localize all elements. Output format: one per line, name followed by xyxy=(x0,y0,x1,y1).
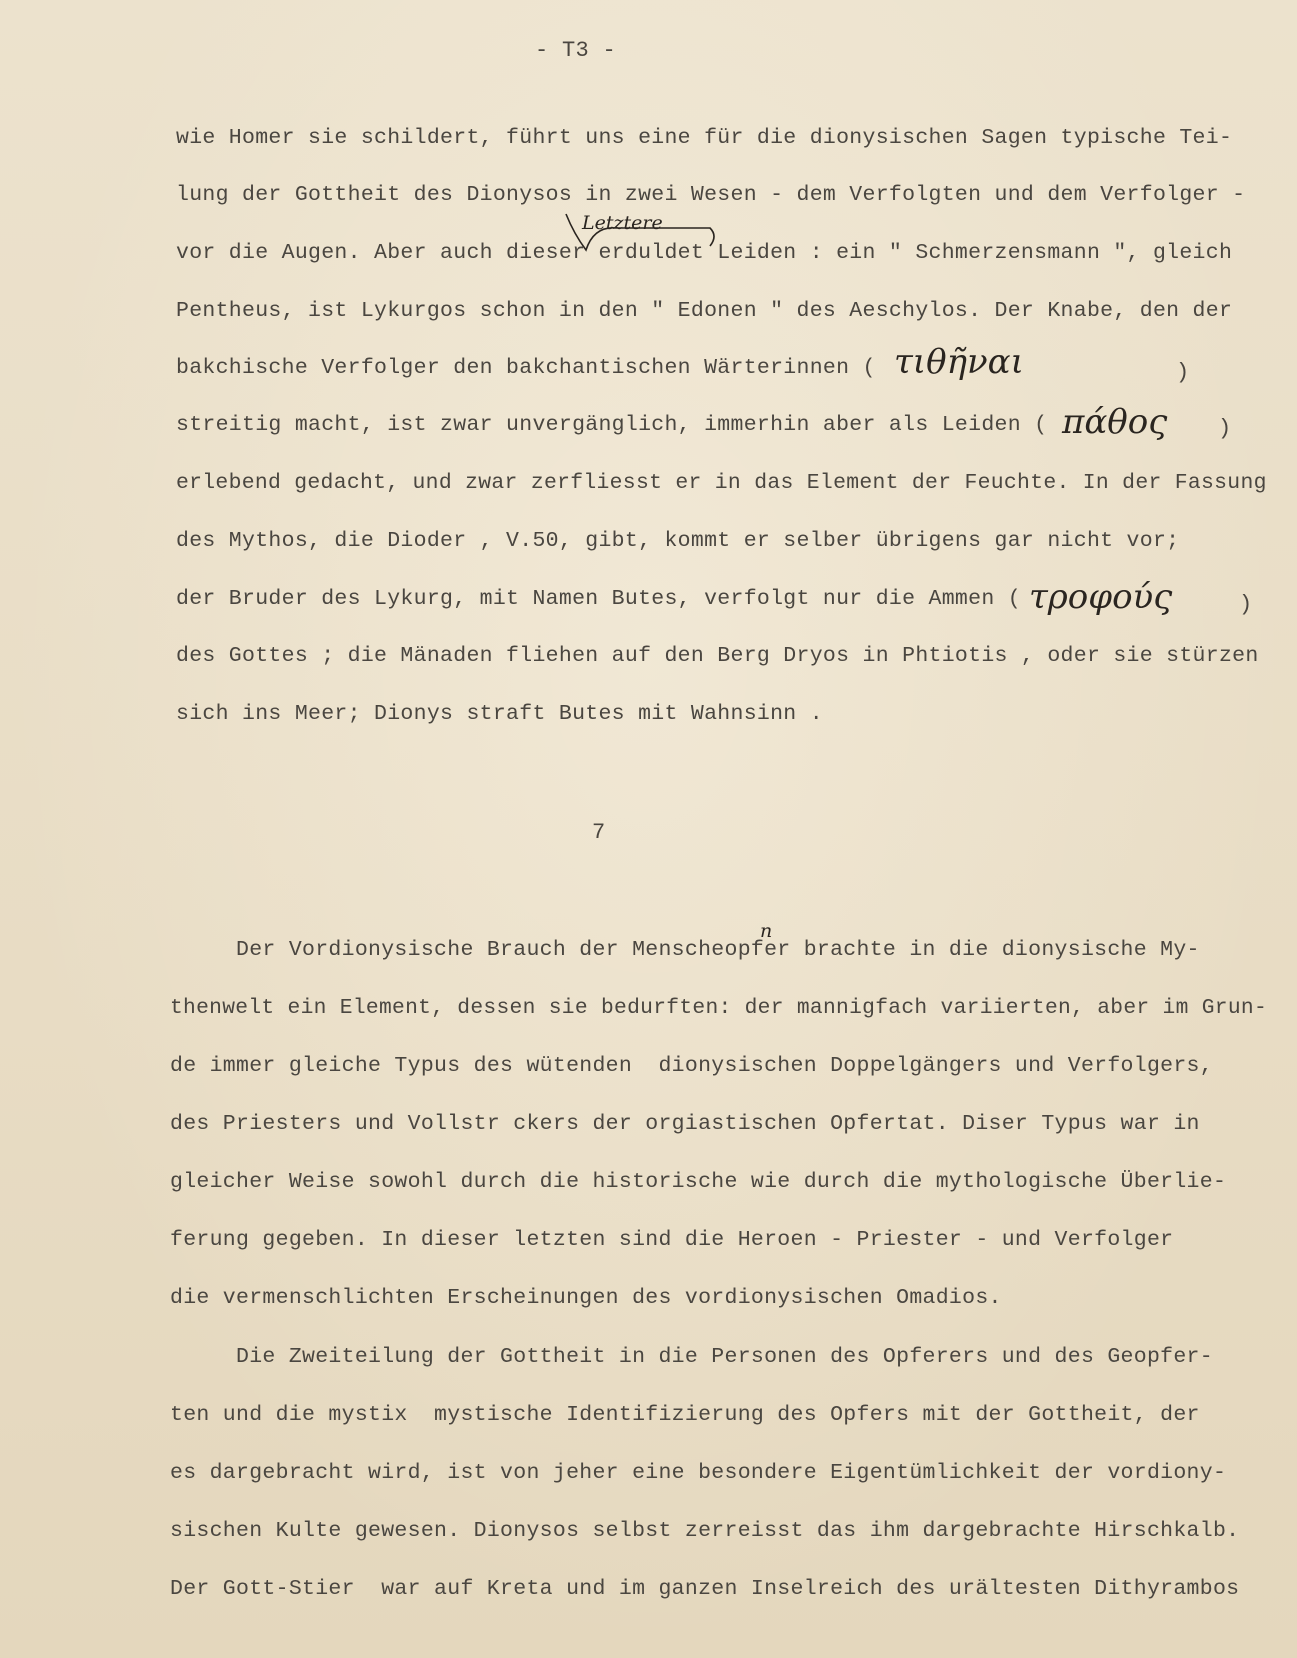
closing-paren: ) xyxy=(1239,592,1253,617)
section-number: 7 xyxy=(592,820,606,845)
handwritten-insert-n: n xyxy=(760,920,773,942)
text-line: streitig macht, ist zwar unvergänglich, immerhin aber als Leiden ( xyxy=(176,413,1048,437)
text-line: Der Vordionysische Brauch der Menscheopfer brachte in die dionysische My- xyxy=(170,938,1200,962)
handwritten-greek-pathos: πάθος xyxy=(1062,402,1168,442)
text-line: erlebend gedacht, und zwar zerfliesst er in das Element der Feuchte. In der Fassung xyxy=(176,471,1267,495)
text-line: die vermenschlichten Erscheinungen des vordionysischen Omadios. xyxy=(170,1286,1002,1310)
text-line: ferung gegeben. In dieser letzten sind die Heroen - Priester - und Verfolger xyxy=(170,1228,1174,1252)
text-line: des Mythos, die Dioder , V.50, gibt, kommt er selber übrigens gar nicht vor; xyxy=(176,529,1180,553)
text-line: sischen Kulte gewesen. Dionysos selbst zerreisst das ihm dargebrachte Hirschkalb. xyxy=(170,1519,1240,1543)
handwritten-greek-tithenai: τιθῆναι xyxy=(894,342,1024,382)
text-line: Der Gott-Stier war auf Kreta und im ganzen Inselreich des urältesten Dithyrambos xyxy=(170,1577,1240,1601)
text-line: Die Zweiteilung der Gottheit in die Personen des Opferers und des Geopfer- xyxy=(170,1345,1213,1369)
text-line: Pentheus, ist Lykurgos schon in den " Edonen " des Aeschylos. Der Knabe, den der xyxy=(176,299,1233,323)
text-line: der Bruder des Lykurg, mit Namen Butes, verfolgt nur die Ammen ( xyxy=(176,587,1021,611)
text-line: sich ins Meer; Dionys straft Butes mit Wahnsinn . xyxy=(176,702,823,726)
text-line: vor die Augen. Aber auch dieser erduldet Leiden : ein " Schmerzensmann ", gleich xyxy=(176,241,1233,265)
page-number: - T3 - xyxy=(535,38,617,63)
insertion-caret-icon xyxy=(560,206,722,254)
text-line: es dargebracht wird, ist von jeher eine besondere Eigentümlichkeit der vordiony- xyxy=(170,1461,1227,1485)
text-line: des Priesters und Vollstr ckers der orgiastischen Opfertat. Diser Typus war in xyxy=(170,1112,1200,1136)
text-line: ten und die mystix mystische Identifizierung des Opfers mit der Gottheit, der xyxy=(170,1403,1200,1427)
text-line: lung der Gottheit des Dionysos in zwei Wesen - dem Verfolgten und dem Verfolger - xyxy=(176,183,1246,207)
text-line: wie Homer sie schildert, führt uns eine für die dionysischen Sagen typische Tei- xyxy=(176,126,1233,150)
text-line: bakchische Verfolger den bakchantischen Wärterinnen ( xyxy=(176,356,876,380)
text-line: des Gottes ; die Mänaden fliehen auf den Berg Dryos in Phtiotis , oder sie stürzen xyxy=(176,644,1259,668)
text-line: gleicher Weise sowohl durch die historische wie durch die mythologische Überlie- xyxy=(170,1170,1227,1194)
text-line: de immer gleiche Typus des wütenden dionysischen Doppelgängers und Verfolgers, xyxy=(170,1054,1213,1078)
handwritten-greek-trophous: τροφούς xyxy=(1029,577,1173,617)
handwritten-insert-letztere: Letztere xyxy=(582,212,663,234)
closing-paren: ) xyxy=(1176,360,1190,385)
closing-paren: ) xyxy=(1218,416,1232,441)
text-line: thenwelt ein Element, dessen sie bedurften: der mannigfach variierten, aber im Grun- xyxy=(170,996,1268,1020)
